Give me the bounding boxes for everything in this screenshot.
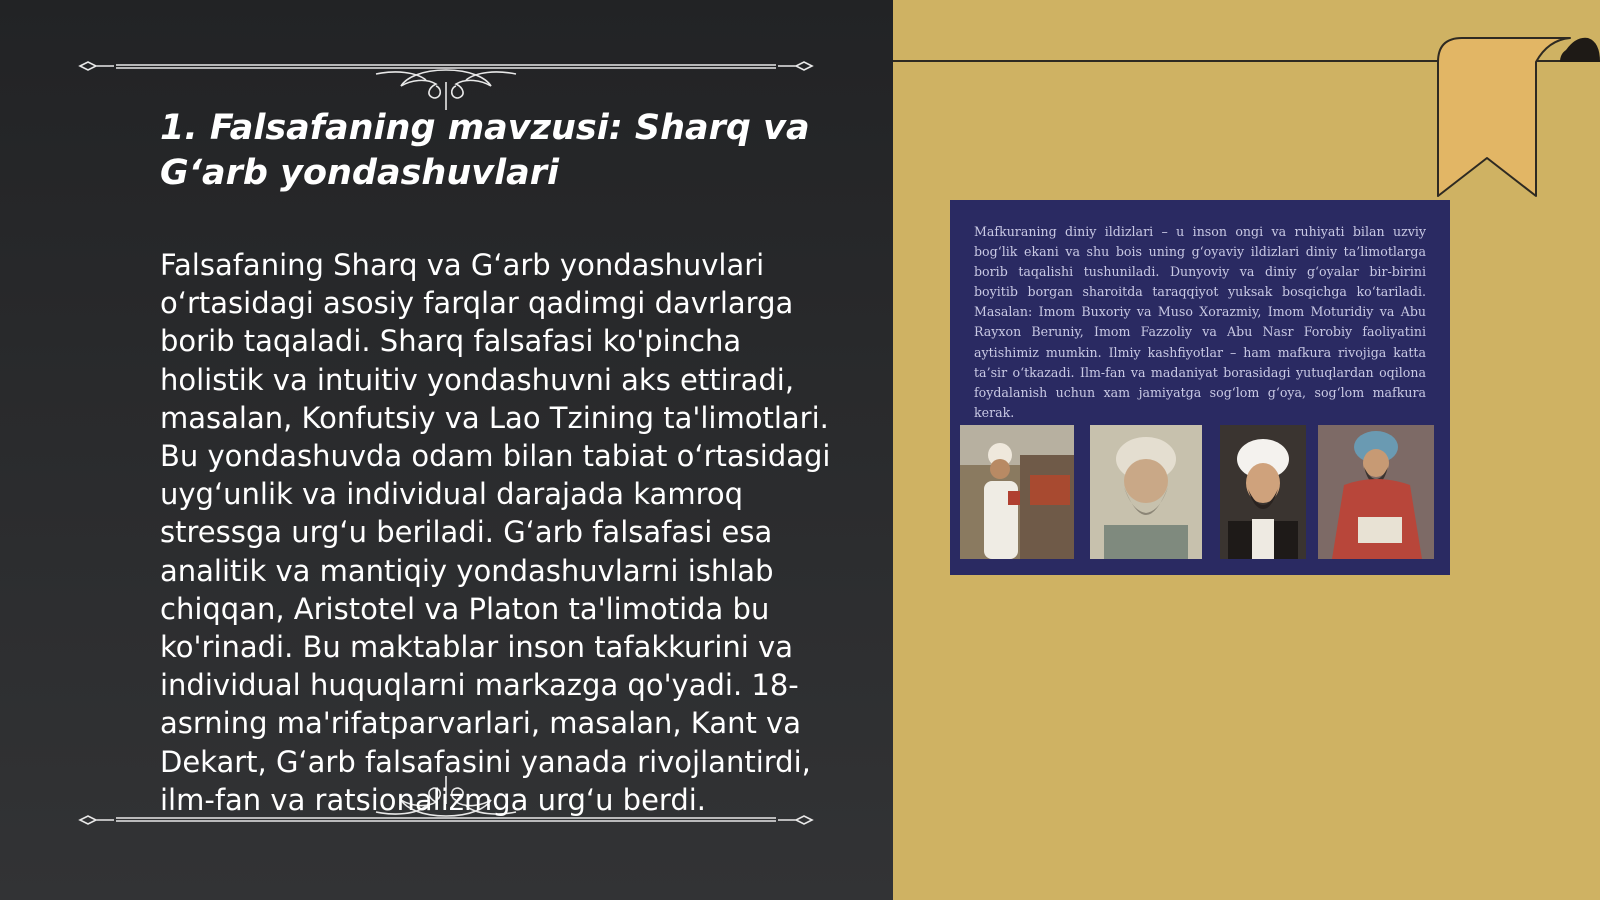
portrait-image bbox=[1090, 425, 1202, 565]
textbook-page-text: Mafkuraning diniy ildizlari – u inson ongi va ruhiyati bilan uzviy bog‘lik ekani va shu bois uning g‘oyaviy ildizlari diniy ta’limotlarga borib taqalishi tushuniladi. Dunyoviy va diniy g‘oyalar bir-birini boyitib borgan sharoitda taraqqiyot yuksak bosqichga ko‘tariladi. Masalan: Imom Buxoriy va Muso Xorazmiy, Imom Moturidiy va Abu Rayxon Beruniy, Imom Fazzoliy va Abu Nasr Forobiy faoliyatini aytishimiz mumkin. Ilmiy kashfiyotlar – ham mafkura rivojiga katta ta’sir o‘tkazadi. Ilm-fan va madaniyat borasidagi yutuqlardan oqilona foydalanish uchun xam jamiyatga sog‘lom g‘oya, sog‘lom mafkura kerak. bbox=[974, 224, 1426, 420]
scholar-figure-icon bbox=[960, 425, 1074, 559]
scholar-portrait-icon bbox=[1090, 425, 1202, 559]
textbook-page-image bbox=[950, 200, 1450, 575]
portrait-image bbox=[1220, 425, 1306, 565]
portrait-image bbox=[1318, 425, 1434, 565]
scholar-portrait-icon bbox=[1220, 425, 1306, 559]
bookmark-ribbon-icon bbox=[1436, 36, 1600, 198]
portrait-image bbox=[960, 425, 1074, 565]
slide-title: 1. Falsafaning mavzusi: Sharq va G‘arb yondashuvlari bbox=[160, 108, 810, 193]
slide-body-text: Falsafaning Sharq va G‘arb yondashuvlari o‘rtasidagi asosiy farqlar qadimgi davrlarga borib taqaladi. Sharq falsafasi ko'pincha holistik va intuitiv yondashuvni aks ettiradi, masalan, Konfutsiy va Lao Tzining ta'limotlari. Bu yondashuvda odam bilan tabiat o‘rtasidagi uyg‘unlik va individual darajada kamroq stressga urg‘u beriladi. G‘arb falsafasi esa analitik va mantiqiy yondashuvlarni ishlab chiqqan, Aristotel va Platon ta'limotida bu ko'rinadi. Bu maktablar inson tafakkurini va individual huquqlarni markazga qo'yadi. 18-asrning ma'rifatparvarlari, masalan, Kant va Dekart, G‘arb falsafasini yanada rivojlantirdi, ilm-fan va ratsionalizmga urg‘u berdi. bbox=[160, 248, 831, 817]
scholar-writing-icon bbox=[1318, 425, 1434, 559]
